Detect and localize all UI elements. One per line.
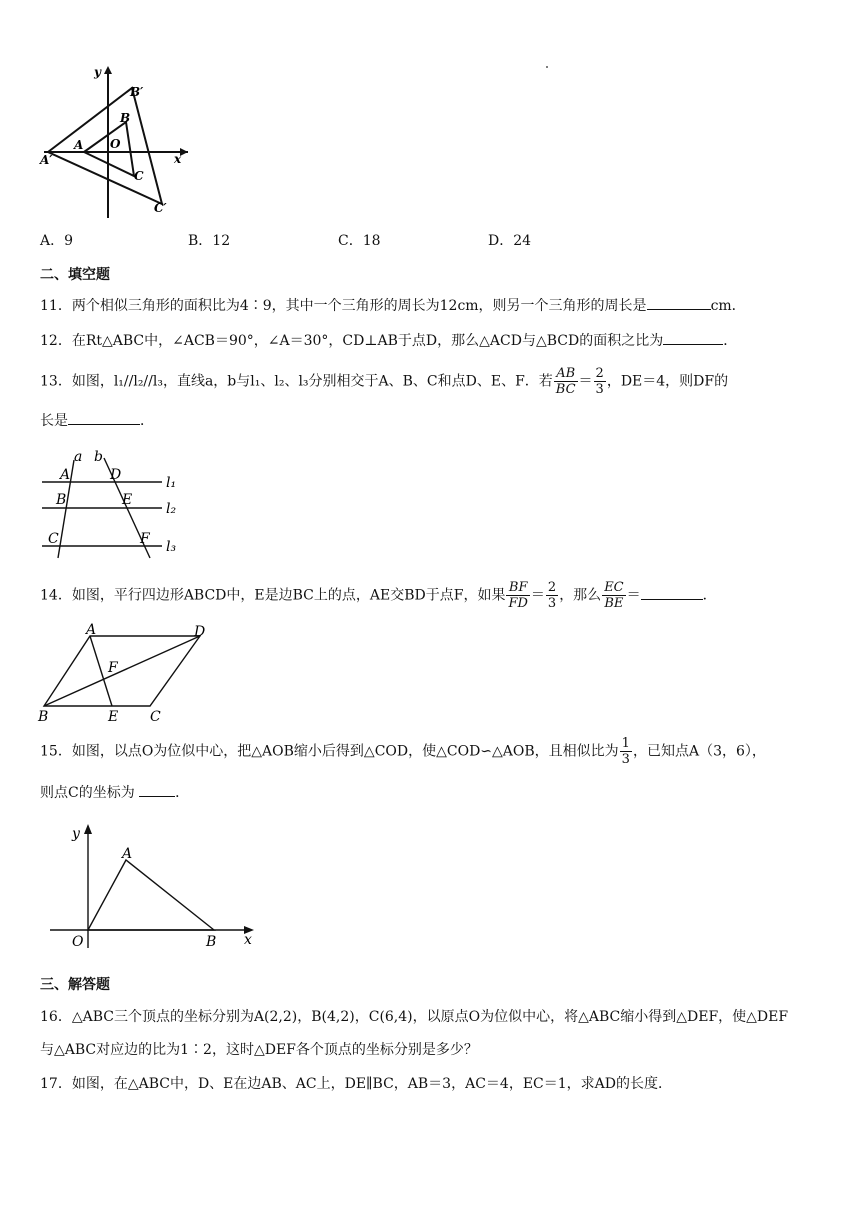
fig14-F: F bbox=[108, 660, 118, 676]
question-13-line2 bbox=[40, 410, 154, 431]
stray-dot bbox=[546, 66, 548, 68]
q11-answer-blank bbox=[647, 295, 711, 310]
option-a: A．9 bbox=[40, 233, 74, 249]
question-13 bbox=[40, 366, 728, 397]
q15-text2: ，已知点A（3，6）， bbox=[632, 743, 766, 760]
q10-figure bbox=[38, 60, 198, 220]
fig13-F: F bbox=[140, 531, 150, 547]
fig14-D: D bbox=[194, 624, 206, 640]
fig13-l1: l₁ bbox=[166, 475, 177, 491]
fig10-b-prime-label: B′ bbox=[130, 85, 144, 99]
fig10-y-label: y bbox=[94, 65, 101, 79]
q14-figure bbox=[36, 622, 232, 726]
q13-frac-ab-bc bbox=[554, 366, 578, 397]
q14-eq1: ＝ bbox=[530, 587, 545, 604]
question-17: 17．如图，在△ABC中，D、E在边AB、AC上，DE∥BC，AB＝3，AC＝4，EC＝1，求AD的长度． bbox=[40, 1076, 672, 1092]
fig15-y-label: y bbox=[72, 826, 80, 842]
q15-end: ． bbox=[175, 785, 190, 801]
fig15-O: O bbox=[72, 934, 84, 950]
fig14-A: A bbox=[86, 622, 97, 638]
fig15-x-label: x bbox=[244, 932, 252, 948]
fig10-a-prime-label: A′ bbox=[40, 153, 53, 167]
fig13-C: C bbox=[48, 531, 59, 547]
fig13-D: D bbox=[110, 467, 122, 483]
q14-answer-blank bbox=[641, 585, 703, 600]
q15-frac-den: 3 bbox=[621, 752, 630, 767]
q14-frac1-den: FD bbox=[508, 596, 528, 611]
q12-end: ． bbox=[723, 333, 738, 349]
q13-text1: 13．如图，l₁//l₂//l₃，直线a，b与l₁、l₂、l₃分别相交于A、B、C和点D、E、F．若 bbox=[40, 373, 553, 390]
q13-frac2-num: 2 bbox=[595, 366, 604, 381]
q12-text: 12．在Rt△ABC中，∠ACB＝90°，∠A＝30°，CD⊥AB于点D，那么△ACD与△BCD的面积之比为 bbox=[40, 333, 664, 349]
fig14-E: E bbox=[108, 709, 119, 725]
section-answer-heading: 三、解答题 bbox=[40, 977, 110, 993]
option-b: B．12 bbox=[188, 233, 231, 249]
q14-frac-two-thirds bbox=[546, 580, 558, 611]
fig10-c-label: C bbox=[134, 169, 144, 183]
q14-text1: 14．如图，平行四边形ABCD中，E是边BC上的点，AE交BD于点F，如果 bbox=[40, 587, 506, 604]
fig14-C: C bbox=[150, 709, 161, 725]
fig13-B: B bbox=[56, 492, 67, 508]
q15-frac-one-third bbox=[620, 736, 632, 767]
q14-frac2-den: 3 bbox=[547, 596, 557, 611]
q14-text2: ，那么 bbox=[559, 587, 602, 604]
option-d: D．24 bbox=[488, 233, 532, 249]
fig13-l2: l₂ bbox=[166, 501, 177, 517]
fig10-x-label: x bbox=[174, 152, 182, 166]
fig13-l3: l₃ bbox=[166, 539, 177, 555]
fig15-A: A bbox=[122, 846, 133, 862]
q14-frac3-den: BE bbox=[604, 596, 624, 611]
q14-frac-bf-fd bbox=[506, 580, 529, 611]
fig13-E: E bbox=[122, 492, 133, 508]
fig15-B: B bbox=[206, 934, 217, 950]
q14-frac-ec-be bbox=[602, 580, 625, 611]
question-15-line2 bbox=[40, 782, 189, 803]
q15-figure bbox=[46, 820, 266, 952]
q13-line2: 长是 bbox=[40, 413, 68, 429]
q11-text: 11．两个相似三角形的面积比为4∶9，其中一个三角形的周长为12cm，则另一个三角形的周长是 bbox=[40, 298, 647, 314]
q13-frac-den: BC bbox=[555, 382, 576, 397]
fig14-B: B bbox=[38, 709, 49, 725]
q13-frac-num: AB bbox=[554, 366, 578, 382]
fig10-c-prime-label: C′ bbox=[154, 201, 167, 215]
q13-end: ． bbox=[140, 413, 154, 429]
q13-frac2-den: 3 bbox=[595, 382, 604, 397]
q13-figure bbox=[38, 446, 188, 562]
question-15 bbox=[40, 736, 766, 767]
q13-eq: ＝ bbox=[578, 373, 593, 390]
q15-line2: 则点C的坐标为 bbox=[40, 785, 135, 801]
fig13-A: A bbox=[60, 467, 71, 483]
q13-text3: ，DE＝4，则DF的 bbox=[606, 373, 729, 390]
fig13-a-lower: a bbox=[74, 449, 83, 465]
q15-answer-blank bbox=[139, 782, 175, 797]
question-14 bbox=[40, 580, 717, 611]
fig10-a-label: A bbox=[74, 138, 84, 152]
section-fill-in-heading: 二、填空题 bbox=[40, 267, 110, 283]
question-16-line1: 16．△ABC三个顶点的坐标分别为A(2,2)，B(4,2)，C(6,4)，以原点O为位似中心，将△ABC缩小得到△DEF，使△DEF bbox=[40, 1009, 789, 1025]
fig13-b-lower: b bbox=[94, 449, 103, 465]
q15-frac-num: 1 bbox=[621, 736, 630, 751]
question-12 bbox=[40, 330, 737, 351]
fig10-b-label: B bbox=[120, 111, 131, 125]
q15-text1: 15．如图，以点O为位似中心，把△AOB缩小后得到△COD，使△COD∽△AOB，且相似比为 bbox=[40, 743, 619, 760]
q12-answer-blank bbox=[663, 330, 723, 345]
q14-frac2-num: 2 bbox=[547, 580, 557, 595]
fig10-o-label: O bbox=[110, 137, 121, 151]
question-11 bbox=[40, 295, 746, 316]
option-c: C．18 bbox=[338, 233, 381, 249]
question-16-line2: 与△ABC对应边的比为1∶2，这时△DEF各个顶点的坐标分别是多少？ bbox=[40, 1042, 478, 1058]
q14-frac3-num: EC bbox=[604, 580, 624, 595]
q13-answer-blank bbox=[68, 410, 140, 425]
q14-frac1-num: BF bbox=[506, 580, 529, 596]
q13-frac-two-thirds bbox=[594, 366, 606, 397]
q11-unit: cm． bbox=[710, 298, 746, 314]
q14-eq2: ＝ bbox=[626, 587, 641, 604]
q14-end: ． bbox=[702, 587, 717, 604]
